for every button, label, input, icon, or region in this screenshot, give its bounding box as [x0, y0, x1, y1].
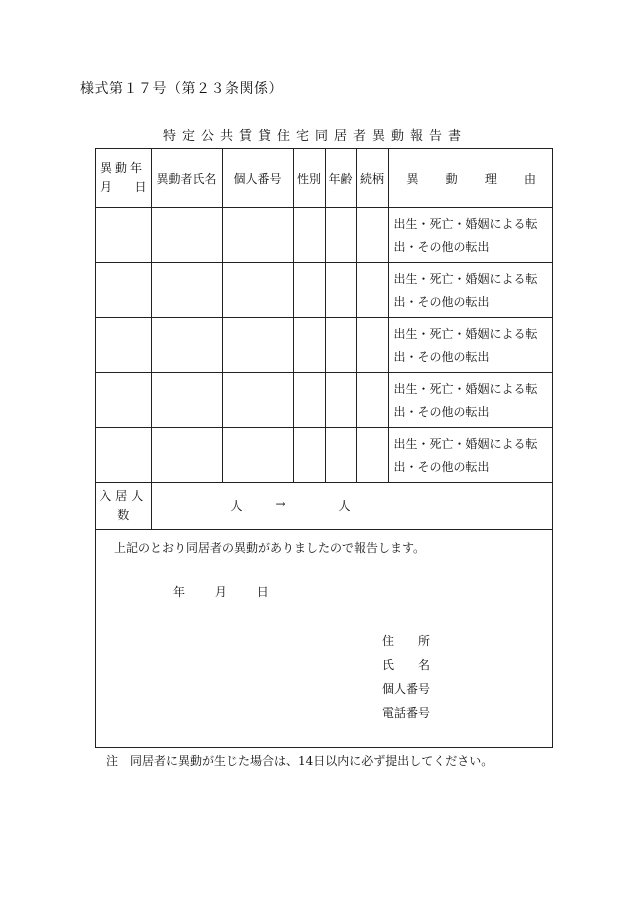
form-number: 様式第１７号（第２３条関係）	[80, 81, 283, 97]
change-table	[96, 149, 552, 530]
gender-cell[interactable]	[293, 428, 325, 483]
reason-cell[interactable]: 出生・死亡・婚姻による転 出・その他の転出	[388, 208, 552, 263]
relationship-cell[interactable]	[356, 208, 388, 263]
name-cell[interactable]	[151, 263, 222, 318]
date-cell[interactable]	[96, 373, 151, 428]
reason-cell[interactable]: 出生・死亡・婚姻による転 出・その他の転出	[388, 428, 552, 483]
gender-cell[interactable]	[293, 263, 325, 318]
table-header-row	[96, 149, 552, 208]
header-change-date: 異動年 月 日	[96, 149, 151, 208]
relationship-cell[interactable]	[356, 428, 388, 483]
report-date[interactable]: 年 月 日	[173, 585, 269, 599]
age-cell[interactable]	[325, 208, 356, 263]
table-row	[96, 428, 552, 483]
before-unit: 人	[230, 499, 243, 513]
name-cell[interactable]	[151, 428, 222, 483]
table-row	[96, 373, 552, 428]
name-field-label[interactable]: 氏 名	[382, 658, 430, 672]
header-name: 異動者氏名	[151, 149, 222, 208]
age-cell[interactable]	[325, 373, 356, 428]
name-cell[interactable]	[151, 373, 222, 428]
relationship-cell[interactable]	[356, 263, 388, 318]
phone-field-label[interactable]: 電話番号	[382, 706, 431, 720]
personal-number-field-label[interactable]: 個人番号	[382, 682, 431, 696]
occupants-label: 入居人 数	[96, 483, 151, 530]
date-cell[interactable]	[96, 263, 151, 318]
personal-number-cell[interactable]	[222, 373, 293, 428]
reason-cell[interactable]: 出生・死亡・婚姻による転 出・その他の転出	[388, 318, 552, 373]
gender-cell[interactable]	[293, 318, 325, 373]
header-personal-number: 個人番号	[222, 149, 293, 208]
declaration-text: 上記のとおり同居者の異動がありましたので報告します。	[114, 541, 426, 555]
date-cell[interactable]	[96, 318, 151, 373]
age-cell[interactable]	[325, 318, 356, 373]
address-field-label[interactable]: 住 所	[382, 634, 430, 648]
reason-cell[interactable]: 出生・死亡・婚姻による転 出・その他の転出	[388, 263, 552, 318]
table-row	[96, 263, 552, 318]
relationship-cell[interactable]	[356, 318, 388, 373]
name-cell[interactable]	[151, 318, 222, 373]
document-title: 特定公共賃貸住宅同居者異動報告書	[162, 129, 467, 144]
personal-number-cell[interactable]	[222, 318, 293, 373]
date-cell[interactable]	[96, 428, 151, 483]
relationship-cell[interactable]	[356, 373, 388, 428]
personal-number-cell[interactable]	[222, 208, 293, 263]
header-age: 年齢	[325, 149, 356, 208]
table-row	[96, 208, 552, 263]
header-relationship: 続柄	[356, 149, 388, 208]
table-row	[96, 318, 552, 373]
date-cell[interactable]	[96, 208, 151, 263]
signature-block	[382, 629, 430, 725]
gender-cell[interactable]	[293, 373, 325, 428]
name-cell[interactable]	[151, 208, 222, 263]
reason-cell[interactable]: 出生・死亡・婚姻による転 出・その他の転出	[388, 373, 552, 428]
age-cell[interactable]	[325, 263, 356, 318]
header-gender: 性別	[293, 149, 325, 208]
report-form	[95, 148, 553, 748]
footnote: 注 同居者に異動が生じた場合は、14日以内に必ず提出してください。	[106, 754, 494, 768]
age-cell[interactable]	[325, 428, 356, 483]
declaration-block	[96, 521, 552, 747]
arrow-icon: →	[275, 497, 286, 511]
after-unit: 人	[338, 499, 351, 513]
personal-number-cell[interactable]	[222, 428, 293, 483]
personal-number-cell[interactable]	[222, 263, 293, 318]
header-reason: 異 動 理 由	[388, 149, 552, 208]
gender-cell[interactable]	[293, 208, 325, 263]
